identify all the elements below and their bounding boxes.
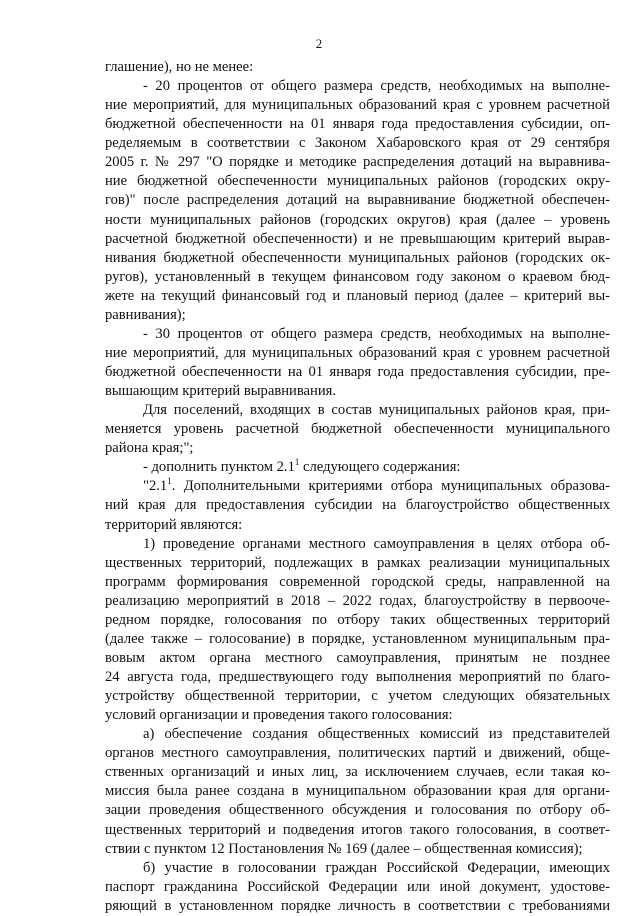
text-line: ряющий в установленном порядке личность в соответствии с требованиями (105, 897, 610, 914)
text-line: бюджетной обеспеченности на 01 января года предоставления субсидии, пре- (105, 364, 610, 380)
text-line: территорий являются: (105, 516, 243, 533)
text-line: ругов), установленный в текущем финансовом году законом о краевом бюд- (105, 268, 610, 285)
text-line: равнивания); (105, 306, 186, 323)
text-line (105, 477, 610, 496)
text-line: ности муниципальных районов (городских округов) края (далее – уровень (105, 211, 610, 228)
text-line: устройству общественной территории, с учетом следующих обязательных (105, 688, 610, 705)
text-line: ределяемым в соответствии с Законом Хабаровского края от 29 сентября (105, 135, 610, 152)
text-line: реализацию мероприятий в 2018 – 2022 годах, благоустройству в первооче- (105, 592, 610, 609)
text-line: ствии с пунктом 12 Постановления № 169 (далее – общественная комиссия); (105, 840, 583, 857)
text-line: бюджетной обеспеченности на 01 января года предоставления субсидии, оп- (105, 116, 610, 133)
text-line: паспорт гражданина Российской Федерации или иной документ, удостове- (105, 878, 610, 895)
line-text: "2.1 (143, 478, 168, 495)
text-line: 24 августа года, предшествующего году выполнения мероприятий по благо- (105, 669, 610, 685)
text-line: - 20 процентов от общего размера средств, необходимых на выполне- (143, 78, 610, 95)
text-line: ние бюджетной обеспеченности муниципальных районов (городских окру- (105, 173, 610, 190)
page-number: 2 (315, 36, 323, 51)
text-line: Для поселений, входящих в состав муниципальных районов края, при- (143, 402, 610, 419)
text-line: расчетной бюджетной обеспеченности) и не превышающим критерий вырав- (105, 230, 610, 247)
text-line: вовым актом органа местного самоуправления, принятым не позднее (105, 649, 610, 666)
line-text: следующего содержания: (299, 459, 461, 476)
text-line: глашение), но не менее: (105, 59, 254, 75)
text-line: а) обеспечение создания общественных комиссий из представителей (143, 726, 610, 743)
line-text: - дополнить пунктом 2.1 (143, 459, 295, 476)
text-line: 2005 г. № 297 "О порядке и методике распределения дотаций на выравнива- (105, 154, 610, 171)
text-line: (далее также – голосование) в порядке, установленном муниципальным пра- (105, 630, 610, 647)
text-line: условий организации и проведения такого голосования: (105, 707, 453, 724)
text-line: - 30 процентов от общего размера средств, необходимых на выполне- (143, 325, 610, 342)
text-line: щественных территорий и подведения итогов такого голосования, в соответ- (105, 821, 610, 838)
text-line: программ формирования современной городской среды, направленной на (105, 573, 610, 590)
text-line: района края;"; (105, 440, 194, 457)
text-line: миссия была ранее создана в муниципальном образовании края для органи- (105, 783, 610, 800)
text-line: редном порядке, голосования по отбору таких общественных территорий (105, 611, 610, 628)
line-text: . Дополнительными критериями отбора муниципальных образова- (171, 478, 610, 495)
text-line: вышающим критерий выравнивания. (105, 383, 336, 400)
text-line: ственных организаций и иных лиц, за исключением случаев, если такая ко- (105, 764, 610, 781)
text-line: меняется уровень расчетной бюджетной обеспеченности муниципального (105, 421, 610, 438)
text-line: гов)" после распределения дотаций на выравнивание бюджетной обеспечен- (105, 192, 610, 209)
document-body (105, 58, 610, 916)
text-line: б) участие в голосовании граждан Российской Федерации, имеющих (143, 859, 610, 876)
text-line: нивания бюджетной обеспеченности муниципальных районов (городских ок- (105, 249, 610, 266)
superscript: 1 (294, 458, 300, 468)
text-line: щественных территорий, подлежащих в рамках реализации муниципальных (105, 554, 610, 571)
text-line: жете на текущий финансовый год и плановый период (далее – критерий вы- (105, 287, 610, 304)
text-line (105, 458, 610, 477)
text-line: 1) проведение органами местного самоуправления в целях отбора об- (143, 535, 610, 552)
text-line: ние мероприятий, для муниципальных образований края с уровнем расчетной (105, 344, 610, 361)
text-line: органов местного самоуправления, политических партий и движений, обще- (105, 745, 610, 762)
text-line: ний края для предоставления субсидии на благоустройство общественных (105, 497, 610, 514)
text-line: ние мероприятий, для муниципальных образований края с уровнем расчетной (105, 97, 610, 114)
superscript: 1 (167, 477, 172, 487)
text-line: зации проведения общественного обсуждения и голосования по отбору об- (105, 802, 610, 819)
